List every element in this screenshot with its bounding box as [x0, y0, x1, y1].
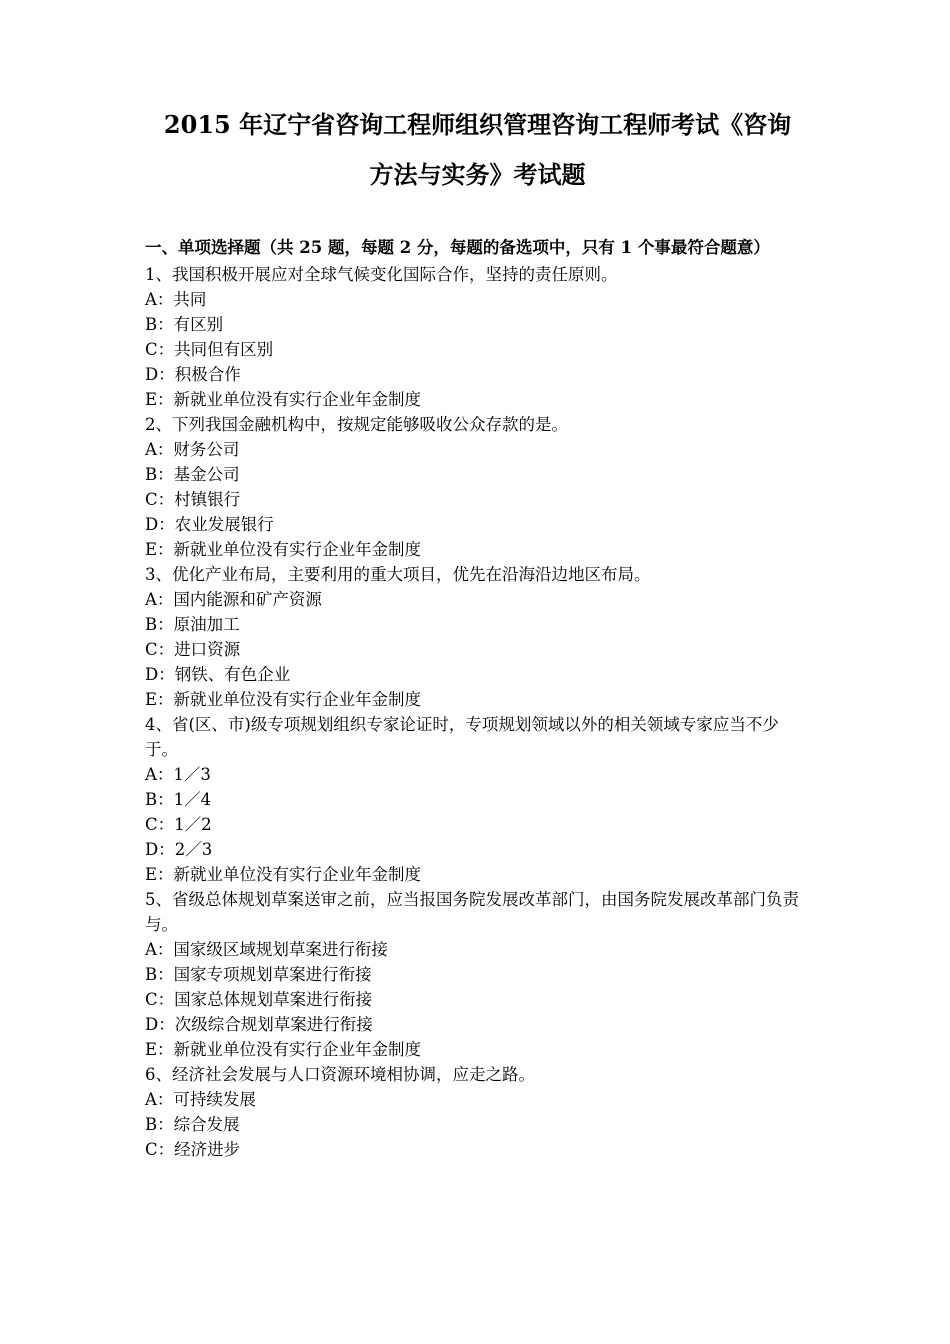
question-stem: 1、我国积极开展应对全球气候变化国际合作，坚持的责任原则。 — [145, 265, 618, 284]
option-a: A：1／3 — [145, 765, 211, 784]
option-b: B：基金公司 — [145, 465, 240, 484]
option-c: C：共同但有区别 — [145, 340, 274, 359]
option-a: A：国家级区域规划草案进行衔接 — [145, 940, 388, 959]
option-b: B：国家专项规划草案进行衔接 — [145, 965, 372, 984]
option-e: E：新就业单位没有实行企业年金制度 — [145, 865, 422, 884]
option-b: B：有区别 — [145, 315, 224, 334]
option-a: A：共同 — [145, 290, 207, 309]
question-stem: 6、经济社会发展与人口资源环境相协调，应走之路。 — [145, 1065, 535, 1084]
option-c: C：进口资源 — [145, 640, 241, 659]
question-stem: 3、优化产业布局，主要利用的重大项目，优先在沿海沿边地区布局。 — [145, 565, 651, 584]
option-e: E：新就业单位没有实行企业年金制度 — [145, 1040, 422, 1059]
option-b: B：原油加工 — [145, 615, 240, 634]
option-e: E：新就业单位没有实行企业年金制度 — [145, 540, 422, 559]
title-line-2: 方法与实务》考试题 — [369, 160, 586, 189]
option-c: C：村镇银行 — [145, 490, 241, 509]
question-5 — [145, 887, 810, 1062]
option-a: A：国内能源和矿产资源 — [145, 590, 322, 609]
question-4 — [145, 712, 810, 887]
question-6 — [145, 1062, 810, 1162]
option-a: A：财务公司 — [145, 440, 240, 459]
option-a: A：可持续发展 — [145, 1090, 256, 1109]
option-d: D：积极合作 — [145, 365, 241, 384]
option-d: D：2／3 — [145, 840, 213, 859]
title-line-1: 2015 年辽宁省咨询工程师组织管理咨询工程师考试《咨询 — [163, 110, 792, 139]
question-stem: 2、下列我国金融机构中，按规定能够吸收公众存款的是。 — [145, 415, 568, 434]
question-list — [145, 262, 810, 1162]
question-3 — [145, 562, 810, 712]
option-e: E：新就业单位没有实行企业年金制度 — [145, 690, 422, 709]
option-c: C：经济进步 — [145, 1140, 241, 1159]
option-c: C：国家总体规划草案进行衔接 — [145, 990, 373, 1009]
question-stem: 5、省级总体规划草案送审之前，应当报国务院发展改革部门，由国务院发展改革部门负责与。 — [145, 890, 799, 934]
option-b: B：综合发展 — [145, 1115, 240, 1134]
question-stem: 4、省(区、市)级专项规划组织专家论证时，专项规划领域以外的相关领域专家应当不少于。 — [145, 715, 779, 759]
question-2 — [145, 412, 810, 562]
option-d: D：次级综合规划草案进行衔接 — [145, 1015, 373, 1034]
option-b: B：1／4 — [145, 790, 212, 809]
option-d: D：钢铁、有色企业 — [145, 665, 291, 684]
option-d: D：农业发展银行 — [145, 515, 274, 534]
document-title — [145, 100, 810, 200]
section-heading: 一、单项选择题（共 25 题，每题 2 分，每题的备选项中，只有 1 个事最符合题意） — [145, 238, 770, 257]
option-c: C：1／2 — [145, 815, 212, 834]
question-1 — [145, 262, 810, 412]
option-e: E：新就业单位没有实行企业年金制度 — [145, 390, 422, 409]
